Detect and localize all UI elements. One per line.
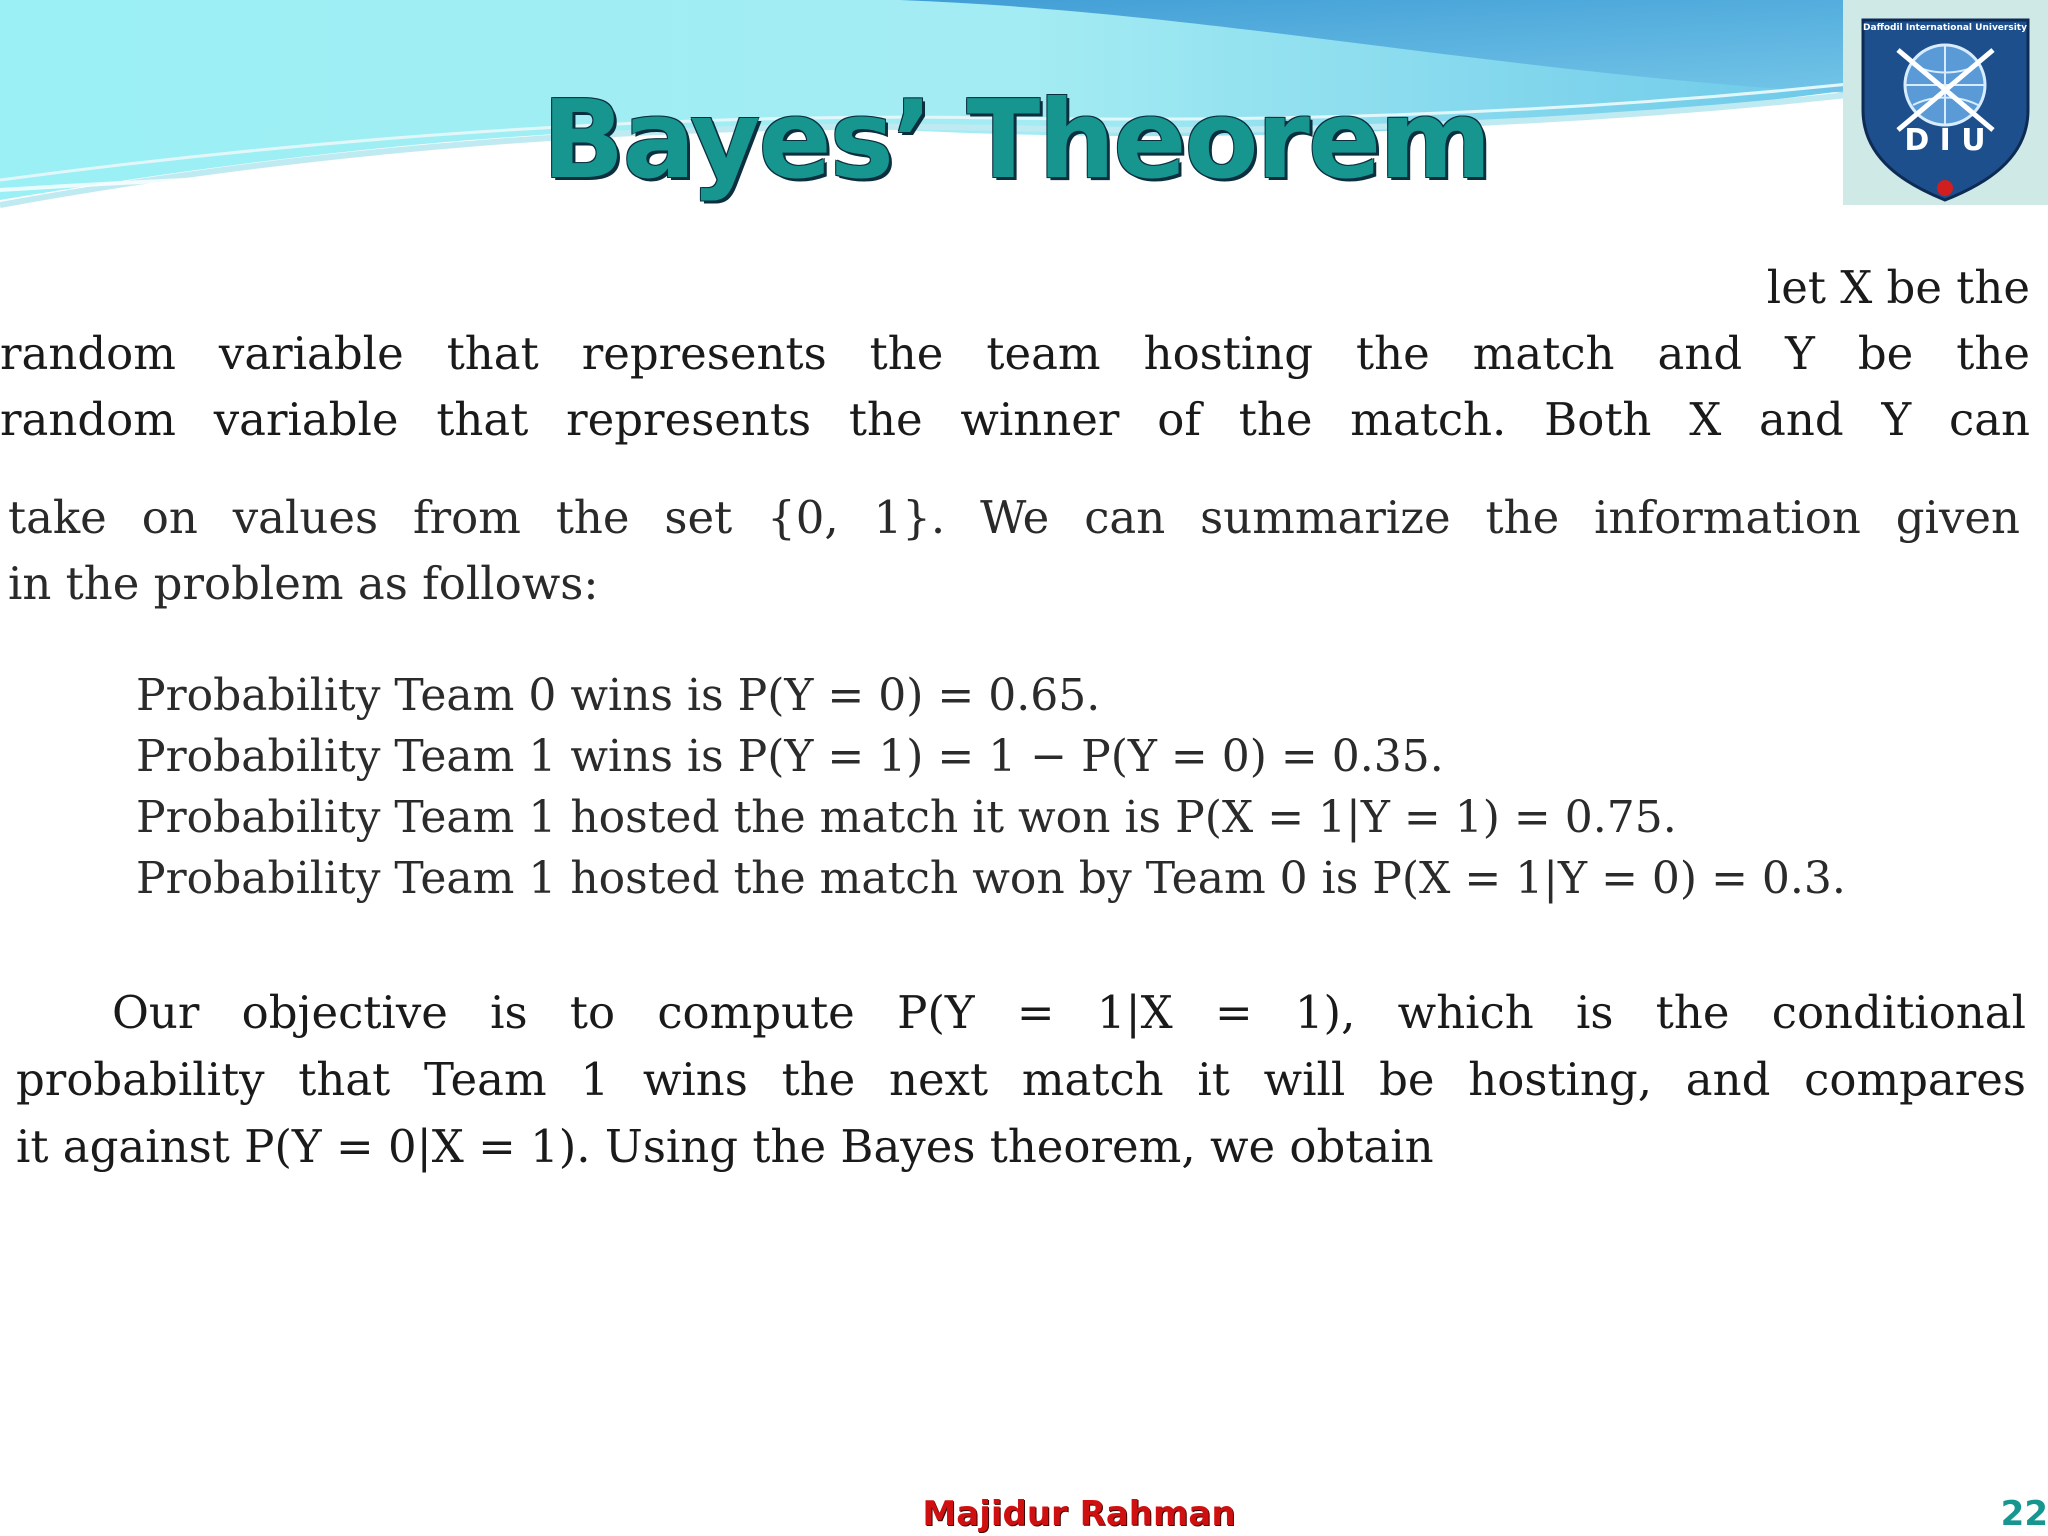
intro-paragraph	[0, 255, 2030, 453]
slide-content	[0, 255, 2048, 1215]
page-number: 22	[2000, 1494, 2048, 1534]
objective-line-1: Our objective is to compute P(Y = 1|X = 1), which is the conditional	[112, 986, 2026, 1039]
intro-line-4: take on values from the set {0, 1}. We can summarize the information given	[8, 491, 2020, 544]
intro-line-1: let X be the	[1766, 261, 2030, 314]
facts-list	[136, 665, 1846, 909]
university-logo	[1843, 0, 2048, 205]
logo-caption: Daffodil International University	[1863, 23, 2027, 33]
intro-line-5: in the problem as follows:	[8, 557, 599, 610]
intro-paragraph-continued	[8, 485, 2020, 617]
objective-line-3: it against P(Y = 0|X = 1). Using the Bayes theorem, we obtain	[16, 1120, 1434, 1173]
fact-item: Probability Team 0 wins is P(Y = 0) = 0.65.	[136, 670, 1101, 721]
slide-title: Bayes’ Theorem	[542, 78, 1490, 203]
objective-paragraph	[16, 979, 2026, 1180]
fact-item: Probability Team 1 hosted the match it won is P(X = 1|Y = 1) = 0.75.	[136, 792, 1677, 843]
logo-letters: D I U	[1904, 123, 1986, 158]
intro-line-3: random variable that represents the winner of the match. Both X and Y can	[0, 393, 2030, 446]
fact-item: Probability Team 1 wins is P(Y = 1) = 1 − P(Y = 0) = 0.35.	[136, 731, 1444, 782]
footer-author: Majidur Rahman	[922, 1494, 1236, 1534]
shield-icon	[1843, 0, 2048, 205]
intro-line-2: random variable that represents the team hosting the match and Y be the	[0, 327, 2030, 380]
fact-item: Probability Team 1 hosted the match won by Team 0 is P(X = 1|Y = 0) = 0.3.	[136, 853, 1846, 904]
objective-line-2: probability that Team 1 wins the next match it will be hosting, and compares	[16, 1053, 2026, 1106]
